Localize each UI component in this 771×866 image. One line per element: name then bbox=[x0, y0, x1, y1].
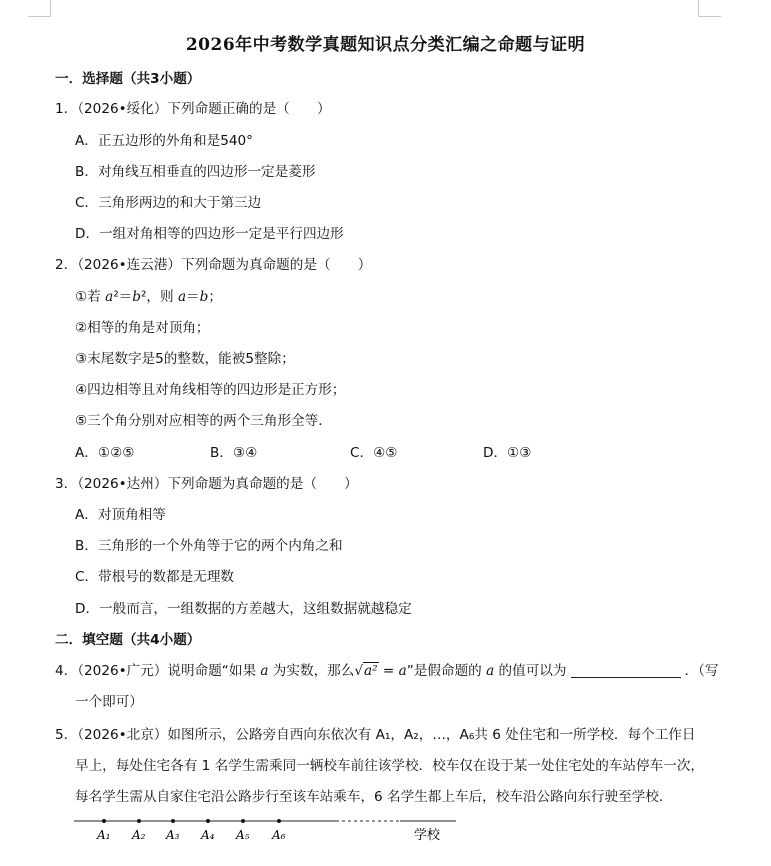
section-heading-choice: 一．选择题（共3小题） bbox=[55, 71, 201, 87]
q2-statement-3: ③末尾数字是5的整数，能被5整除； bbox=[75, 351, 295, 367]
q1-option-c: C．三角形两边的和大于第三边 bbox=[75, 195, 262, 211]
q4-line-1: 4．（2026•广元）说明命题“如果 a 为实数，那么√a² = a”是假命题的 a 的值可以为 ．（写 bbox=[55, 663, 719, 679]
answer-blank[interactable] bbox=[571, 663, 681, 678]
q5-line-2: 早上，每处住宅各有 1 名学生需乘同一辆校车前往该学校．校车仅在设于某一处住宅处的车站停车一次， bbox=[75, 758, 705, 774]
q2-stem: 2．（2026•连云港）下列命题为真命题的是（ ） bbox=[55, 257, 372, 273]
q1-option-a: A．正五边形的外角和是540° bbox=[75, 133, 253, 149]
q3-option-b: B．三角形的一个外角等于它的两个内角之和 bbox=[75, 538, 343, 554]
q4-line-2: 一个即可） bbox=[75, 694, 143, 710]
station-point bbox=[277, 819, 281, 823]
q1-option-d: D．一组对角相等的四边形一定是平行四边形 bbox=[75, 226, 344, 242]
station-point bbox=[137, 819, 141, 823]
q3-option-c: C．带根号的数都是无理数 bbox=[75, 569, 235, 585]
station-point bbox=[171, 819, 175, 823]
q2-statement-2: ②相等的角是对顶角； bbox=[75, 320, 210, 336]
q1-stem: 1．（2026•绥化）下列命题正确的是（ ） bbox=[55, 101, 331, 117]
station-label: A₁ bbox=[97, 828, 111, 842]
road-diagram bbox=[60, 812, 480, 852]
school-label: 学校 bbox=[414, 828, 441, 843]
q3-option-a: A．对顶角相等 bbox=[75, 507, 166, 523]
q2-statement-4: ④四边相等且对角线相等的四边形是正方形； bbox=[75, 382, 346, 398]
q5-line-1: 5．（2026•北京）如图所示，公路旁自西向东依次有 A₁，A₂，…，A₆共 6 处住宅和一所学校．每个工作日 bbox=[55, 727, 696, 743]
document-title: 2026年中考数学真题知识点分类汇编之命题与证明 bbox=[185, 35, 586, 55]
q3-option-d: D．一般而言，一组数据的方差越大，这组数据就越稳定 bbox=[75, 601, 412, 617]
q2-statement-1: ①若 a²＝b²，则 a＝b； bbox=[75, 289, 222, 305]
q2-option-a: A．①②⑤ bbox=[75, 445, 135, 461]
station-label: A₂ bbox=[132, 828, 146, 842]
station-point bbox=[206, 819, 210, 823]
station-label: A₄ bbox=[201, 828, 215, 842]
station-point bbox=[102, 819, 106, 823]
sqrt-symbol: √a² bbox=[354, 663, 378, 679]
q1-option-b: B．对角线互相垂直的四边形一定是菱形 bbox=[75, 164, 316, 180]
station-label: A₆ bbox=[272, 828, 286, 842]
q2-option-c: C．④⑤ bbox=[350, 445, 398, 461]
station-label: A₃ bbox=[166, 828, 180, 842]
q2-option-d: D．①③ bbox=[483, 445, 532, 461]
q2-option-b: B．③④ bbox=[210, 445, 258, 461]
q5-line-3: 每名学生需从自家住宅沿公路步行至该车站乘车，6 名学生都上车后，校车沿公路向东行驶至学校． bbox=[75, 789, 673, 805]
station-point bbox=[241, 819, 245, 823]
q3-stem: 3．（2026•达州）下列命题为真命题的是（ ） bbox=[55, 476, 358, 492]
section-heading-fill: 二．填空题（共4小题） bbox=[55, 632, 201, 648]
station-label: A₅ bbox=[236, 828, 250, 842]
q2-statement-5: ⑤三个角分别对应相等的两个三角形全等． bbox=[75, 413, 332, 429]
